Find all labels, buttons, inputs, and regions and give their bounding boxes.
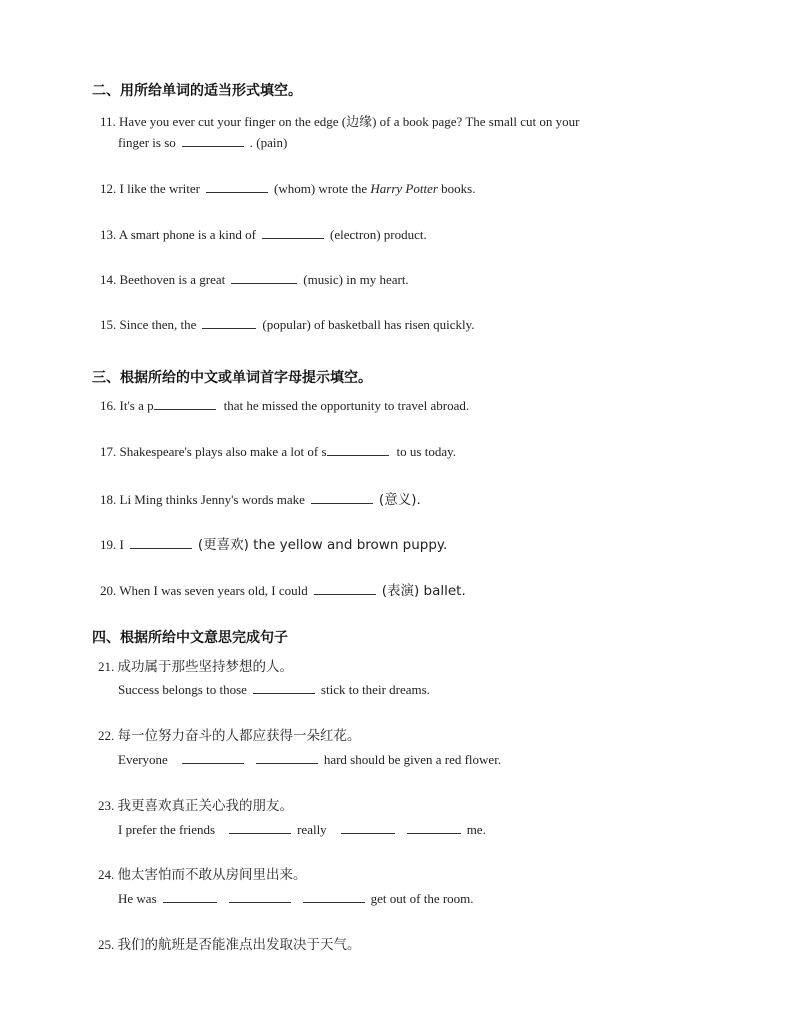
section-heading-2: 二、用所给单词的适当形式填空。 [92,83,302,99]
answer-blank[interactable] [256,751,318,764]
question-hint: (意义). [378,492,421,508]
question-18 [100,488,421,508]
section-heading-4: 四、根据所给中文意思完成句子 [92,630,288,646]
question-number: 13. [100,227,117,242]
question-hint: . (pain) [249,135,288,150]
question-15 [100,316,475,333]
question-text: get out of the room. [370,891,474,906]
answer-blank[interactable] [182,134,244,147]
question-text: Li Ming thinks Jenny's words make [119,492,305,507]
question-number: 19. [100,537,117,552]
answer-blank[interactable] [130,536,192,549]
question-text: (popular) of basketball has risen quickly. [262,317,475,332]
question-12 [100,180,475,197]
question-23-english [118,821,486,838]
question-text: finger is so [118,135,176,150]
chinese-sentence: 他太害怕而不敢从房间里出来。 [117,867,307,883]
question-text: A smart phone is a kind of [118,227,257,242]
answer-blank[interactable] [262,226,324,239]
answer-blank[interactable] [154,397,216,410]
question-13 [100,226,427,243]
question-14 [100,271,409,288]
question-text: stick to their dreams. [320,682,430,697]
question-11-line2 [118,134,287,151]
question-text: It's a p [119,398,154,413]
question-20 [100,579,466,599]
question-text: He was [118,891,157,906]
question-21-english [118,681,430,698]
chinese-sentence: 我更喜欢真正关心我的朋友。 [117,798,293,814]
question-text: really [297,822,327,837]
question-number: 25. [98,937,115,952]
question-text: (electron) product. [330,227,427,242]
question-number: 17. [100,444,117,459]
question-text: Beethoven is a great [119,272,226,287]
question-25-chinese [98,933,361,953]
question-11-line1 [100,111,579,130]
answer-blank[interactable] [341,821,395,834]
question-text: Have you ever cut your finger on the edge (边缘) of a book page? The small cut on your [119,114,580,129]
question-text: Shakespeare's plays also make a lot of s [119,444,327,459]
question-24-english [118,890,474,907]
question-17 [100,443,456,460]
answer-blank[interactable] [253,681,315,694]
question-hint: (表演) ballet. [381,583,466,599]
question-text: (music) in my heart. [303,272,409,287]
answer-blank[interactable] [229,821,291,834]
question-number: 22. [98,728,115,743]
chinese-sentence: 每一位努力奋斗的人都应获得一朵红花。 [117,728,361,744]
question-hint: (更喜欢) the yellow and brown puppy. [197,537,448,553]
answer-blank[interactable] [311,491,373,504]
question-text: (whom) wrote the [274,181,368,196]
question-number: 14. [100,272,117,287]
question-text: to us today. [396,444,457,459]
question-19 [100,533,447,553]
question-number: 23. [98,798,115,813]
question-22-chinese [98,724,361,744]
question-number: 24. [98,867,115,882]
question-number: 12. [100,181,117,196]
answer-blank[interactable] [182,751,244,764]
question-number: 15. [100,317,117,332]
question-text: books. [441,181,476,196]
question-number: 16. [100,398,117,413]
question-text: When I was seven years old, I could [119,583,308,598]
answer-blank[interactable] [202,316,256,329]
question-text: that he missed the opportunity to travel abroad. [223,398,470,413]
answer-blank[interactable] [327,443,389,456]
chinese-sentence: 我们的航班是否能准点出发取决于天气。 [117,937,361,953]
answer-blank[interactable] [231,271,297,284]
question-text: I prefer the friends [118,822,216,837]
question-21-chinese [98,655,293,675]
answer-blank[interactable] [206,180,268,193]
answer-blank[interactable] [303,890,365,903]
answer-blank[interactable] [407,821,461,834]
answer-blank[interactable] [163,890,217,903]
book-title: Harry Potter [370,181,438,196]
question-16 [100,397,469,414]
question-text: hard should be given a red flower. [323,752,502,767]
question-number: 20. [100,583,117,598]
section-heading-3: 三、根据所给的中文或单词首字母提示填空。 [92,370,372,386]
question-text: Since then, the [119,317,197,332]
answer-blank[interactable] [314,582,376,595]
question-24-chinese [98,863,307,883]
question-number: 21. [98,659,115,674]
question-text: I like the writer [119,181,200,196]
question-22-english [118,751,501,768]
question-number: 18. [100,492,117,507]
question-text: me. [466,822,486,837]
answer-blank[interactable] [229,890,291,903]
question-text: I [119,537,124,552]
chinese-sentence: 成功属于那些坚持梦想的人。 [117,659,293,675]
question-number: 11. [100,114,116,129]
question-text: Success belongs to those [118,682,247,697]
question-text: Everyone [118,752,168,767]
question-23-chinese [98,794,293,814]
